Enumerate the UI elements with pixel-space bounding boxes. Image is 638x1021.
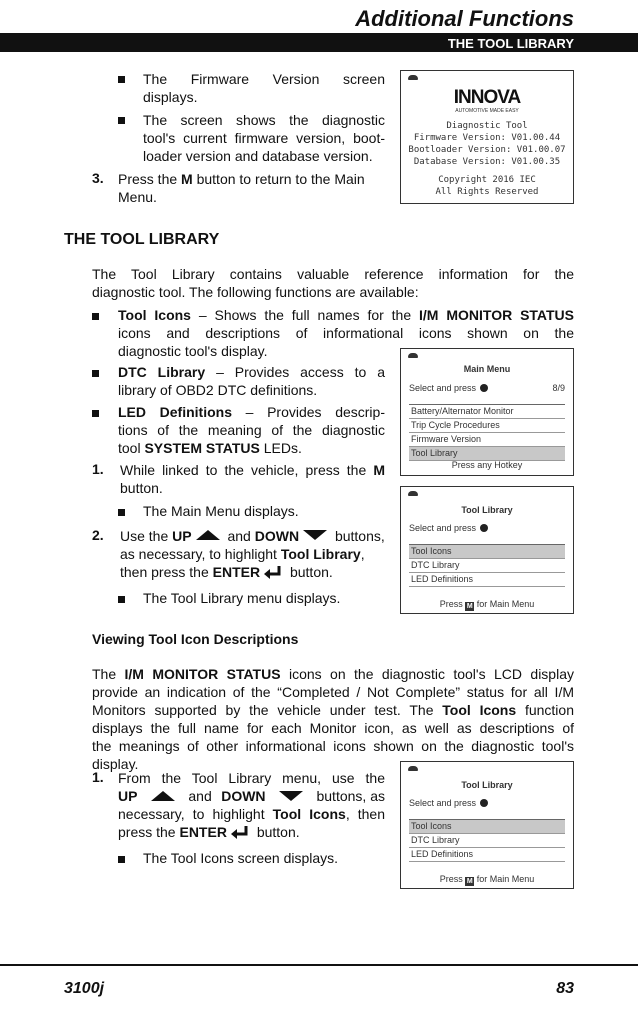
para-text: the meanings of other informational icons shown on the diagnostic tool's xyxy=(92,738,574,754)
firmware-bullet-2-line-2: tool's current firmware version, boot- xyxy=(143,130,385,146)
subsection-title: Viewing Tool Icon Descriptions xyxy=(92,631,299,647)
firmware-bullet-1-line-2: displays. xyxy=(143,89,198,105)
firmware-bullet-1-line-1: The Firmware Version screen xyxy=(143,71,385,87)
function-text-bold: SYSTEM STATUS xyxy=(144,440,260,456)
up-arrow-icon xyxy=(196,530,220,540)
screen-footer xyxy=(401,874,573,886)
para-text: Monitors supported by the vehicle under test. The xyxy=(92,702,443,718)
up-key-label: UP xyxy=(118,788,138,804)
step-text: , then xyxy=(345,806,386,822)
m-key-icon: M xyxy=(466,603,473,610)
menu-item-dtc-library[interactable]: DTC Library xyxy=(409,559,565,573)
down-arrow-icon xyxy=(303,530,327,540)
tool-library-screen xyxy=(400,486,574,614)
menu-list xyxy=(409,404,565,461)
select-prompt xyxy=(409,383,488,393)
database-version: Database Version: V01.00.35 xyxy=(413,157,561,167)
enter-icon xyxy=(480,799,488,807)
up-arrow-icon xyxy=(151,791,175,801)
step-text: Press the xyxy=(118,171,182,187)
step-text: button. xyxy=(252,824,300,840)
para-text-bold: I/M MONITOR STATUS xyxy=(124,666,281,682)
enter-key-label: ENTER xyxy=(179,824,227,840)
para-text: function xyxy=(516,702,574,718)
page-number: 83 xyxy=(556,980,574,997)
screen-title: Tool Library xyxy=(461,505,513,515)
step-text: then press the xyxy=(120,564,213,580)
menu-item-firmware[interactable]: Firmware Version xyxy=(409,433,565,447)
firmware-bullet-2-line-3: loader version and database version. xyxy=(143,148,373,164)
function-text: tool xyxy=(118,440,145,456)
subsection-header: THE TOOL LIBRARY xyxy=(447,36,574,51)
step-text: button. xyxy=(286,564,333,580)
step-text: Menu. xyxy=(118,189,157,205)
innova-logo-tagline: AUTOMOTIVE MADE EASY xyxy=(455,108,519,114)
bullet-icon xyxy=(92,313,99,320)
screen-line: Diagnostic Tool xyxy=(446,121,528,131)
para-text: icons on the diagnostic tool's LCD display xyxy=(280,666,574,682)
firmware-bullet-2 xyxy=(143,111,385,165)
step-text: necessary, to highlight xyxy=(118,806,273,822)
enter-arrow-icon xyxy=(263,565,283,579)
firmware-bullet-2-line-1: The screen shows the diagnostic xyxy=(143,112,385,128)
step-text: buttons, xyxy=(331,528,385,544)
function-dtc-library xyxy=(118,363,385,399)
function-text-bold: I/M MONITOR STATUS xyxy=(419,307,574,323)
firmware-bullet-1 xyxy=(143,70,385,106)
m-key-label: M xyxy=(181,171,193,187)
up-key-label: UP xyxy=(172,528,192,544)
step-1-tool-icons xyxy=(118,769,385,841)
footer-text: Press xyxy=(439,599,463,609)
para-text: The xyxy=(92,666,125,682)
bullet-icon xyxy=(118,76,125,83)
step-text: button. xyxy=(120,480,163,496)
function-label: DTC Library xyxy=(118,364,206,380)
function-label: LED Definitions xyxy=(118,404,232,420)
select-prompt xyxy=(409,523,488,533)
m-key-label: M xyxy=(373,462,385,478)
menu-item-tool-library[interactable]: Tool Library xyxy=(409,447,565,461)
down-key-label: DOWN xyxy=(221,788,266,804)
footer-text: for Main Menu xyxy=(476,874,535,884)
screen-footer: Press any Hotkey xyxy=(451,460,523,470)
menu-item-dtc-library[interactable]: DTC Library xyxy=(409,834,565,848)
step-text: and xyxy=(223,528,255,544)
function-text: – Shows the full names for the xyxy=(190,307,420,323)
step-text-bold: Tool Library xyxy=(280,546,361,562)
step-text: , xyxy=(360,546,365,562)
enter-icon xyxy=(480,384,488,392)
para-text: displays the full name for each Monitor icon, as well as descriptions of xyxy=(92,720,574,736)
menu-item-tool-icons[interactable]: Tool Icons xyxy=(409,820,565,834)
step-2 xyxy=(120,527,385,581)
step-text: and xyxy=(188,788,212,804)
car-icon xyxy=(408,766,418,771)
select-prompt xyxy=(409,798,488,808)
car-icon xyxy=(408,75,418,80)
step-1-result: The Main Menu displays. xyxy=(143,503,299,519)
bullet-icon xyxy=(92,410,99,417)
copyright: Copyright 2016 IEC xyxy=(438,175,536,185)
function-text: – Provides descrip- xyxy=(231,404,385,420)
select-text: Select and press xyxy=(409,523,477,533)
bootloader-version: Bootloader Version: V01.00.07 xyxy=(408,145,566,155)
step-text: While linked to the vehicle, press the xyxy=(120,462,374,478)
menu-item-trip-cycle[interactable]: Trip Cycle Procedures xyxy=(409,419,565,433)
tool-library-screen-2 xyxy=(400,761,574,889)
function-text: tions of the meaning of the diagnostic xyxy=(118,422,385,438)
step-text: button to return to the Main xyxy=(192,171,365,187)
step-number: 1. xyxy=(92,461,104,477)
intro-line-2: diagnostic tool. The following functions are available: xyxy=(92,284,419,300)
firmware-version: Firmware Version: V01.00.44 xyxy=(413,133,561,143)
menu-item-led-definitions[interactable]: LED Definitions xyxy=(409,848,565,862)
section-title: THE TOOL LIBRARY xyxy=(64,231,220,248)
rights: All Rights Reserved xyxy=(435,187,539,197)
menu-item-battery[interactable]: Battery/Alternator Monitor xyxy=(409,405,565,419)
monitor-paragraph xyxy=(92,665,574,773)
footer-rule xyxy=(0,964,638,966)
select-text: Select and press xyxy=(409,383,477,393)
firmware-step-3 xyxy=(118,170,385,206)
para-text: display. xyxy=(92,756,139,772)
page-count: 8/9 xyxy=(552,383,565,393)
para-text-bold: Tool Icons xyxy=(442,702,517,718)
select-text: Select and press xyxy=(409,798,477,808)
enter-arrow-icon xyxy=(230,825,250,839)
step-text: press the xyxy=(118,824,180,840)
bullet-icon xyxy=(118,596,125,603)
innova-logo: INNOVA xyxy=(453,87,521,108)
car-icon xyxy=(408,353,418,358)
function-text: icons and descriptions of informational icons shown on the xyxy=(118,325,574,341)
bullet-icon xyxy=(118,117,125,124)
step-number: 3. xyxy=(92,170,104,186)
bullet-icon xyxy=(118,509,125,516)
footer-text: Press xyxy=(439,874,463,884)
step-text: as necessary, to highlight xyxy=(120,546,281,562)
down-key-label: DOWN xyxy=(254,528,300,544)
function-text: library of OBD2 DTC definitions. xyxy=(118,382,318,398)
menu-item-led-definitions[interactable]: LED Definitions xyxy=(409,573,565,587)
step-1 xyxy=(120,461,385,497)
intro-line-1: The Tool Library contains valuable reference information for the xyxy=(92,266,574,282)
footer-text: for Main Menu xyxy=(476,599,535,609)
step-number: 1. xyxy=(92,769,104,785)
screen-title: Main Menu xyxy=(463,364,511,374)
function-led-definitions xyxy=(118,403,385,457)
step-text: From the Tool Library menu, use the xyxy=(118,770,385,786)
menu-list xyxy=(409,544,565,587)
section-header: Additional Functions xyxy=(355,6,574,31)
intro-paragraph xyxy=(92,265,574,301)
enter-icon xyxy=(480,524,488,532)
screen-title: Tool Library xyxy=(461,780,513,790)
menu-item-tool-icons[interactable]: Tool Icons xyxy=(409,545,565,559)
step-1-result: The Tool Icons screen displays. xyxy=(143,850,339,866)
step-text: buttons, as xyxy=(316,788,385,804)
step-text-bold: Tool Icons xyxy=(272,806,346,822)
bullet-icon xyxy=(118,856,125,863)
menu-list xyxy=(409,819,565,862)
step-text: Use the xyxy=(120,528,173,544)
function-text: – Provides access to a xyxy=(205,364,385,380)
m-key-icon: M xyxy=(466,878,473,885)
down-arrow-icon xyxy=(279,791,303,801)
para-text: provide an indication of the “Completed / Not Complete” status for all I/M xyxy=(92,684,574,700)
step-number: 2. xyxy=(92,527,104,543)
bullet-icon xyxy=(92,370,99,377)
step-2-result: The Tool Library menu displays. xyxy=(143,590,341,606)
car-icon xyxy=(408,491,418,496)
model-number: 3100j xyxy=(64,980,105,997)
main-menu-screen xyxy=(400,348,574,476)
function-label: Tool Icons xyxy=(118,307,191,323)
function-text: diagnostic tool's display. xyxy=(118,343,268,359)
enter-key-label: ENTER xyxy=(212,564,261,580)
screen-footer xyxy=(401,599,573,611)
function-text: LEDs. xyxy=(259,440,302,456)
firmware-screen xyxy=(400,70,574,204)
